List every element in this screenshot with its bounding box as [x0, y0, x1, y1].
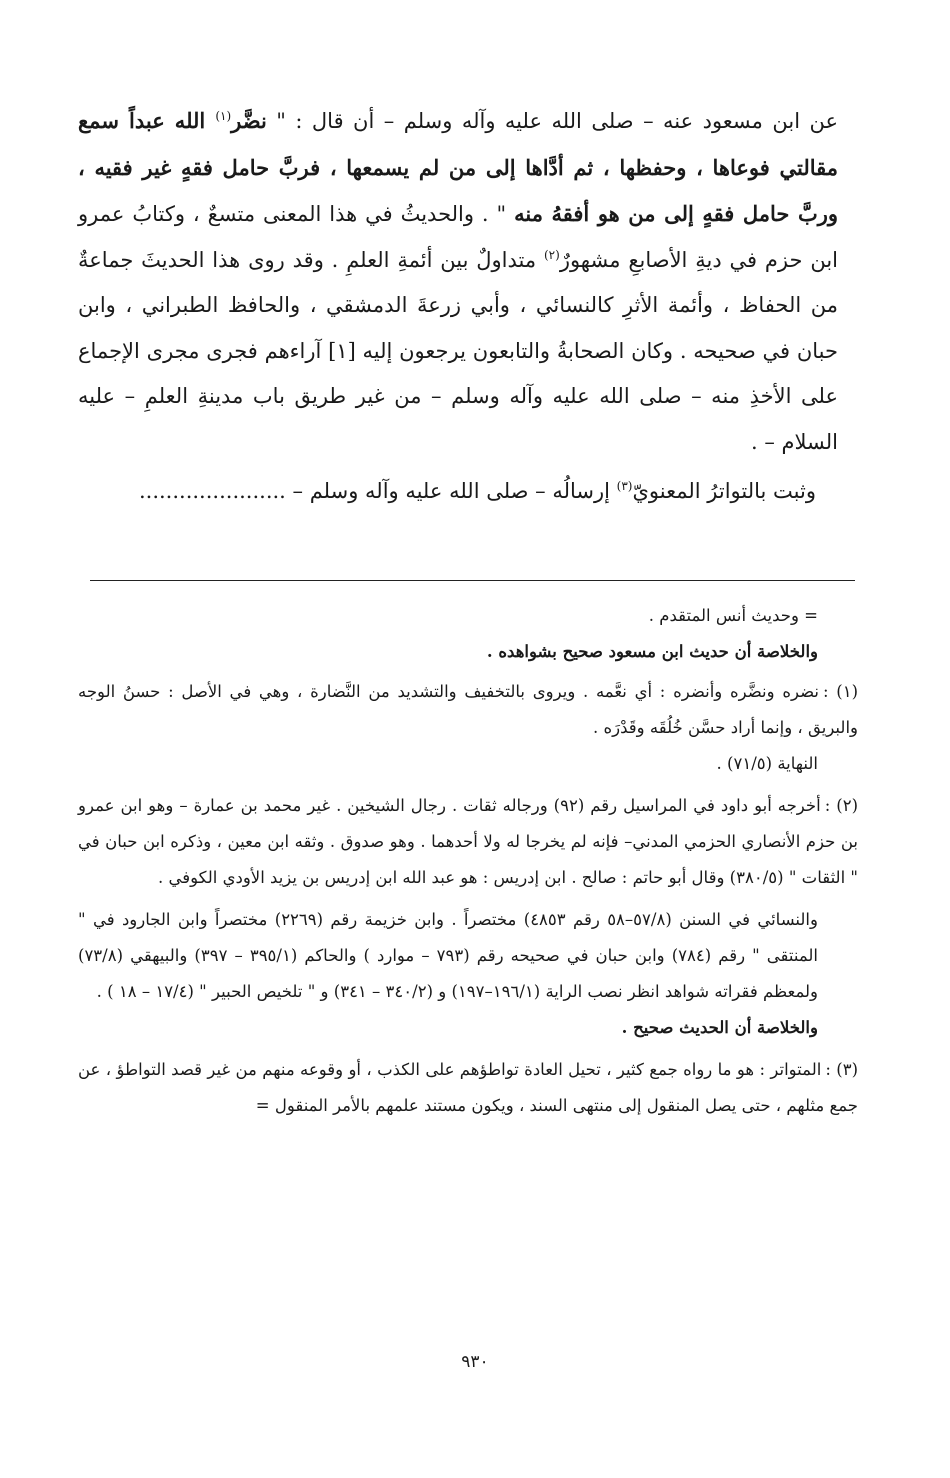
footnotes: [78, 598, 858, 1124]
footnote-3: [78, 1052, 858, 1124]
footnote-text: نضره ونضَّره وأنضره : أي نعَّمه . ويروى بالتخفيف والتشديد من النَّضارة ، وهي في الأصل : حسنُ الوجه والبريق ، وإنما أراد حسَّن خُلُقَه وقَدْرَه .: [78, 682, 858, 737]
hadith-text-start: نضَّر: [231, 108, 267, 133]
footnote-number: (١) :: [822, 682, 858, 701]
footnote-text-continued: والنسائي في السنن (٥٧/٨–٥٨ رقم ٤٨٥٣) مختصراً . وابن خزيمة رقم (٢٢٦٩) مختصراً وابن الجارود في " المنتقى " رقم (٧٨٤) وابن حبان في صحيحه رقم (٧٩٣ – موارد ) والحاكم (٣٩٥/١ – ٣٩٧) والبيهقي (٧٣/٨) ولمعظم فقراته شواهد انظر نصب الراية (١٩٦/١–١٩٧) و (٣٤٠/٢ – ٣٤١) و " تلخيص الحبير " (١٧/٤ – ١٨ ) .: [78, 910, 818, 1001]
footnote-ref-3: (٣): [616, 479, 633, 493]
main-paragraph-2: [78, 469, 838, 515]
footnote-continuation: = وحديث أنس المتقدم .: [648, 606, 818, 625]
text-run: إرسالُه – صلى الله عليه وآله وسلم – ......................: [138, 479, 617, 503]
text-run: وثبت بالتواترُ المعنويّ: [632, 479, 816, 503]
text-run: " . والحديثُ في هذا المعنى متسعٌ ، وكتابُ عمرو ابن حزم في ديةِ الأصابعِ مشهورٌ: [78, 202, 839, 272]
text-run: عن ابن مسعود عنه – صلى الله عليه وآله وسلم – أن قال : ": [266, 109, 838, 133]
footnote-1: [78, 674, 858, 746]
footnote-number: (٣) :: [825, 1060, 858, 1079]
main-paragraph-1: [78, 98, 838, 465]
footnote-summary: والخلاصة أن حديث ابن مسعود صحيح بشواهده .: [486, 642, 818, 661]
page-number: ٩٣٠: [461, 1352, 489, 1372]
footnote-text: أخرجه أبو داود في المراسيل رقم (٩٢) ورجاله ثقات . رجال الشيخين . غير محمد بن عمارة – وهو ابن عمرو بن حزم الأنصاري الحزمي المدني– فإنه لم يخرجا له ولا أحدهما . وهو صدوق . وثقه ابن معين ، وذكره ابن حبان في " الثقات " (٣٨٠/٥) وقال أبو حاتم : صالح . ابن إدريس : هو عبد الله ابن إدريس بن يزيد الأودي الكوفي .: [78, 796, 858, 887]
main-text: [78, 98, 838, 515]
hadith-text: الله عبداً سمع مقالتي فوعاها ، وحفظها ، ثم أدَّاها إلى من لم يسمعها ، فربَّ حامل فقهٍ غير فقيه ، وربَّ حامل فقهٍ إلى من هو أفقهُ منه: [78, 108, 839, 226]
footnote-number: (٢) :: [824, 796, 858, 815]
footnote-ref-2: (٢): [543, 247, 560, 262]
text-run: متداولٌ بين أئمةِ العلمِ . وقد روى هذا الحديثَ جماعةٌ من الحفاظ ، وأئمة الأثرِ كالنسائي ، وأبي زرعةَ الدمشقي ، والحافظ الطبراني ، وابن حبان في صحيحه . وكان الصحابةُ والتابعون يرجعون إليه [١] آراءهم فجرى مجرى الإجماع على الأخذِ منه – صلى الله عليه وآله وسلم – من غير طريق باب مدينةِ العلمِ – عليه السلام – .: [78, 247, 839, 454]
footnote-ref-1: (١): [215, 109, 232, 123]
footnote-text: المتواتر : هو ما رواه جمع كثير ، تحيل العادة تواطؤهم على الكذب ، أو وقوعه منهم من غير قصد التواطؤ ، عن جمع مثلهم ، حتى يصل المنقول إلى منتهى السند ، ويكون مستند علمهم بالأمر المنقول =: [78, 1060, 858, 1115]
footnote-2: [78, 788, 858, 896]
footnote-summary: والخلاصة أن الحديث صحيح .: [621, 1018, 818, 1037]
footnote-reference: النهاية (٧١/٥) .: [716, 754, 818, 773]
footnote-separator: [90, 580, 855, 581]
